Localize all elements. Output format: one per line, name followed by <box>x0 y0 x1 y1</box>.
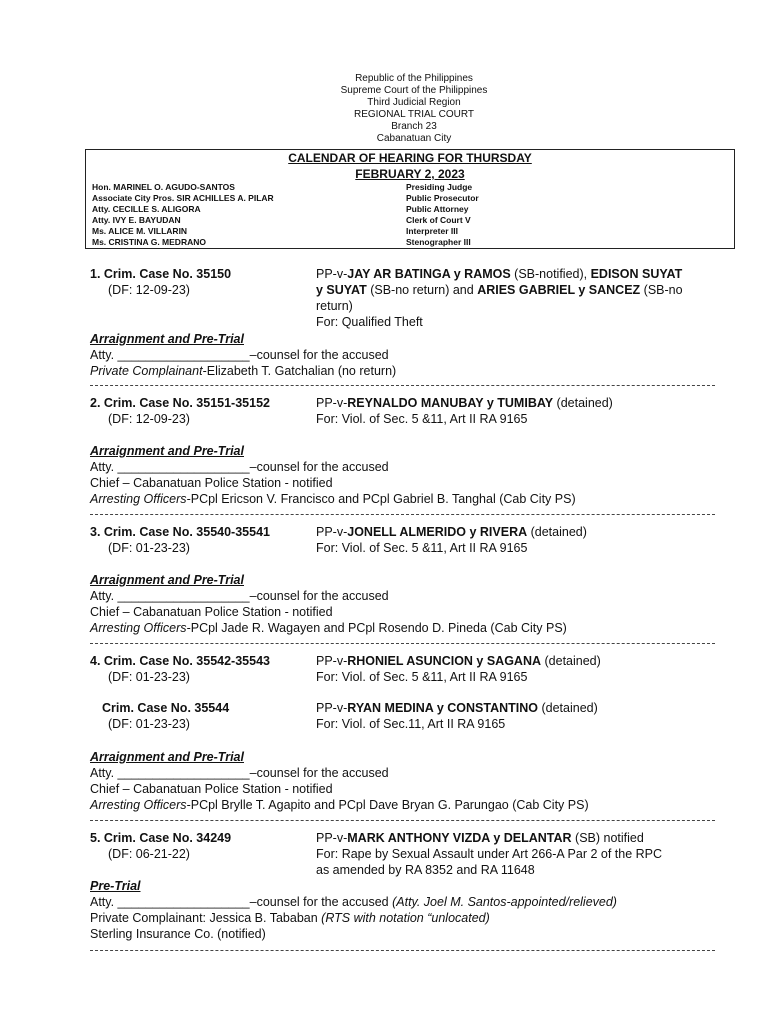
case-parties: PP-v-RYAN MEDINA y CONSTANTINO (detained) <box>316 701 598 715</box>
counsel-line: Atty. ___________________–counsel for the accused <box>90 348 389 362</box>
staff-position: Stenographer III <box>406 237 471 247</box>
accused-name: JAY AR BATINGA y RAMOS <box>347 267 511 281</box>
counsel-line: Atty. ___________________–counsel for the accused <box>90 460 389 474</box>
case-parties-cont: return) <box>316 299 353 313</box>
staff-position: Presiding Judge <box>406 182 473 192</box>
calendar-title: CALENDAR OF HEARING FOR THURSDAY <box>288 151 532 165</box>
staff-row <box>92 226 479 237</box>
hearing-type: Pre-Trial <box>90 879 141 893</box>
police-chief-line: Chief – Cabanatuan Police Station - notified <box>90 782 333 796</box>
staff-row <box>92 215 479 226</box>
separator <box>90 643 715 644</box>
separator <box>90 514 715 515</box>
staff-row <box>92 193 479 204</box>
case-parties: PP-v-RHONIEL ASUNCION y SAGANA (detained) <box>316 654 601 668</box>
hearing-type: Arraignment and Pre-Trial <box>90 750 244 764</box>
calendar-box <box>85 149 735 249</box>
complainant-line: Private Complainant-Elizabeth T. Gatchalian (no return) <box>90 364 397 378</box>
header-line: Republic of the Philippines <box>355 73 473 84</box>
case-number: 4. Crim. Case No. 35542-35543 <box>90 654 270 668</box>
arresting-officers-line: Arresting Officers-PCpl Brylle T. Agapito and PCpl Dave Bryan G. Parungao (Cab City PS) <box>90 798 589 812</box>
hearing-type: Arraignment and Pre-Trial <box>90 332 244 346</box>
date-filed: (DF: 06-21-22) <box>108 847 190 861</box>
staff-row <box>92 182 479 193</box>
accused-name: JONELL ALMERIDO y RIVERA <box>347 525 528 539</box>
staff-position: Interpreter III <box>406 226 458 236</box>
staff-position: Public Attorney <box>406 204 469 214</box>
offense: For: Viol. of Sec. 5 &11, Art II RA 9165 <box>316 670 528 684</box>
accused-name: y SUYAT <box>316 283 367 297</box>
case-parties: PP-v-MARK ANTHONY VIZDA y DELANTAR (SB) notified <box>316 831 644 845</box>
header-line: Cabanatuan City <box>376 133 452 144</box>
header-line: Branch 23 <box>391 121 437 132</box>
staff-list <box>92 182 479 248</box>
header-line: REGIONAL TRIAL COURT <box>353 109 475 120</box>
staff-name: Associate City Pros. SIR ACHILLES A. PILAR <box>92 193 274 203</box>
counsel-line: Atty. ___________________–counsel for the accused <box>90 589 389 603</box>
separator <box>90 385 715 386</box>
header-line: Third Judicial Region <box>367 97 461 108</box>
case-number: Crim. Case No. 35544 <box>102 701 230 715</box>
case-parties: PP-v-JONELL ALMERIDO y RIVERA (detained) <box>316 525 587 539</box>
offense: For: Viol. of Sec. 5 &11, Art II RA 9165 <box>316 541 528 555</box>
case-parties: PP-v-JAY AR BATINGA y RAMOS (SB-notified), EDISON SUYAT <box>316 267 683 281</box>
case-parties: PP-v-REYNALDO MANUBAY y TUMIBAY (detained) <box>316 396 613 410</box>
hearing-type: Arraignment and Pre-Trial <box>90 573 244 587</box>
header-line: Supreme Court of the Philippines <box>340 85 488 96</box>
accused-name: RYAN MEDINA y CONSTANTINO <box>347 701 539 715</box>
staff-position: Public Prosecutor <box>406 193 479 203</box>
separator <box>90 950 715 951</box>
date-filed: (DF: 01-23-23) <box>108 717 190 731</box>
case-number: 2. Crim. Case No. 35151-35152 <box>90 396 270 410</box>
staff-name: Atty. CECILLE S. ALIGORA <box>92 204 201 214</box>
date-filed: (DF: 01-23-23) <box>108 541 190 555</box>
accused-name: RHONIEL ASUNCION y SAGANA <box>347 654 542 668</box>
offense: For: Rape by Sexual Assault under Art 266-A Par 2 of the RPC <box>316 847 663 861</box>
counsel-line: Atty. ___________________–counsel for the accused <box>90 766 389 780</box>
date-filed: (DF: 12-09-23) <box>108 283 190 297</box>
accused-name: REYNALDO MANUBAY y TUMIBAY <box>347 396 554 410</box>
offense-cont: as amended by RA 8352 and RA 11648 <box>316 863 535 877</box>
counsel-line: Atty. ___________________–counsel for the accused (Atty. Joel M. Santos-appointed/relieved) <box>90 895 617 909</box>
case-number: 3. Crim. Case No. 35540-35541 <box>90 525 270 539</box>
accused-name: ARIES GABRIEL y SANCEZ <box>477 283 641 297</box>
case-parties-cont: y SUYAT (SB-no return) and ARIES GABRIEL y SANCEZ (SB-no <box>316 283 683 297</box>
police-chief-line: Chief – Cabanatuan Police Station - notified <box>90 476 333 490</box>
offense: For: Viol. of Sec. 5 &11, Art II RA 9165 <box>316 412 528 426</box>
arresting-officers-line: Arresting Officers-PCpl Jade R. Wagayen and PCpl Rosendo D. Pineda (Cab City PS) <box>90 621 567 635</box>
staff-name: Hon. MARINEL O. AGUDO-SANTOS <box>92 182 235 192</box>
case-number: 1. Crim. Case No. 35150 <box>90 267 232 281</box>
accused-name: MARK ANTHONY VIZDA y DELANTAR <box>347 831 572 845</box>
staff-row <box>92 204 479 215</box>
offense: For: Qualified Theft <box>316 315 423 329</box>
staff-name: Ms. ALICE M. VILLARIN <box>92 226 188 236</box>
staff-position: Clerk of Court V <box>406 215 471 225</box>
staff-name: Atty. IVY E. BAYUDAN <box>92 215 181 225</box>
accused-name: EDISON SUYAT <box>590 267 683 281</box>
date-filed: (DF: 01-23-23) <box>108 670 190 684</box>
offense: For: Viol. of Sec.11, Art II RA 9165 <box>316 717 506 731</box>
police-chief-line: Chief – Cabanatuan Police Station - notified <box>90 605 333 619</box>
case-number: 5. Crim. Case No. 34249 <box>90 831 232 845</box>
complainant-line: Private Complainant: Jessica B. Tababan (RTS with notation “unlocated) <box>90 911 490 925</box>
hearing-type: Arraignment and Pre-Trial <box>90 444 244 458</box>
staff-row <box>92 237 479 248</box>
calendar-date: FEBRUARY 2, 2023 <box>355 167 465 181</box>
insurance-line: Sterling Insurance Co. (notified) <box>90 927 266 941</box>
staff-name: Ms. CRISTINA G. MEDRANO <box>92 237 206 247</box>
court-header <box>0 73 768 145</box>
date-filed: (DF: 12-09-23) <box>108 412 190 426</box>
arresting-officers-line: Arresting Officers-PCpl Ericson V. Francisco and PCpl Gabriel B. Tanghal (Cab City PS) <box>90 492 576 506</box>
separator <box>90 820 715 821</box>
